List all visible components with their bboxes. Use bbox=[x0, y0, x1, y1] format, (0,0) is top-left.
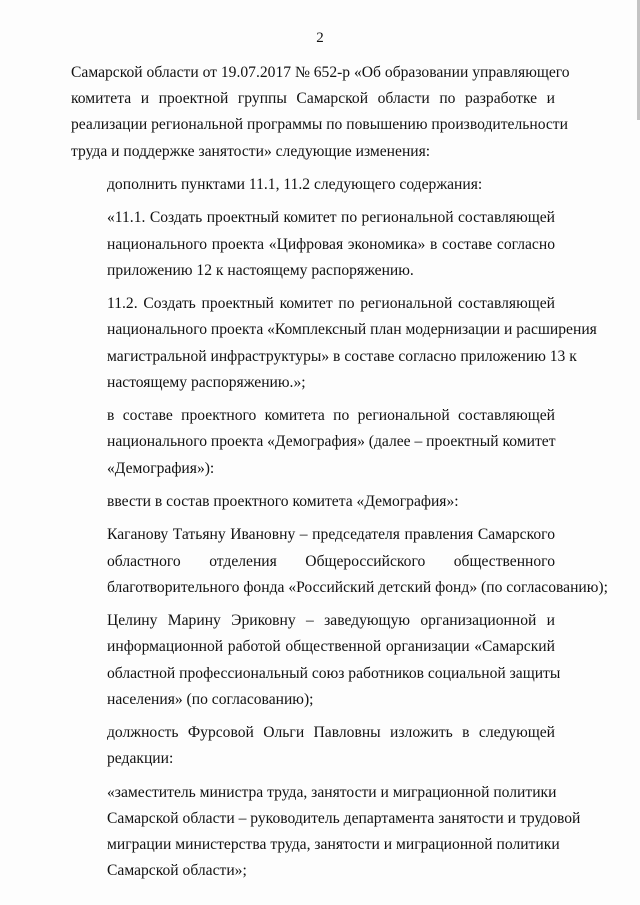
text-line: национального проекта «Комплексный план модернизации и расширения bbox=[107, 321, 597, 339]
text-line: миграции министерства труда, занятости и миграционной политики bbox=[107, 836, 560, 854]
paragraph bbox=[71, 291, 597, 396]
text-line: Каганову Татьяну Ивановну – председателя правления Самарского bbox=[107, 526, 555, 544]
text-line: редакции: bbox=[107, 750, 174, 768]
text-line: приложению 12 к настоящему распоряжению. bbox=[107, 261, 414, 279]
paragraph bbox=[71, 608, 561, 713]
text-line: настоящему распоряжению.»; bbox=[107, 373, 306, 391]
text-line: Самарской области»; bbox=[107, 862, 247, 880]
text-line: населения» (по согласованию); bbox=[107, 690, 314, 708]
text-line: ввести в состав проектного комитета «Демография»: bbox=[107, 492, 459, 510]
paragraph bbox=[71, 60, 570, 165]
text-line: Целину Марину Эриковну – заведующую организационной и bbox=[107, 612, 555, 630]
paragraph bbox=[71, 205, 555, 284]
text-line: в составе проектного комитета по региональной составляющей bbox=[107, 407, 555, 425]
text-line: областного отделения Общероссийского общественного bbox=[107, 552, 555, 570]
text-line: национального проекта «Демография» (далее – проектный комитет bbox=[107, 433, 556, 451]
text-line: благотворительного фонда «Российский детский фонд» (по согласованию); bbox=[107, 578, 608, 596]
page-number: 2 bbox=[316, 30, 324, 46]
paragraph bbox=[71, 403, 555, 482]
text-line: труда и поддержке занятости» следующие изменения: bbox=[71, 142, 431, 160]
text-line: Самарской области от 19.07.2017 № 652-р «Об образовании управляющего bbox=[71, 64, 570, 81]
text-line: «заместитель министра труда, занятости и миграционной политики bbox=[107, 783, 557, 801]
paragraph bbox=[71, 172, 555, 198]
text-line: комитета и проектной группы Самарской области по разработке и bbox=[71, 90, 555, 108]
document-body bbox=[71, 60, 608, 892]
text-line: национального проекта «Цифровая экономика» в составе согласно bbox=[107, 235, 555, 253]
paragraph bbox=[71, 720, 555, 772]
text-line: 11.2. Создать проектный комитет по региональной составляющей bbox=[107, 295, 555, 313]
text-line: реализации региональной программы по повышению производительности bbox=[71, 116, 568, 134]
paragraph bbox=[71, 489, 555, 515]
text-line: магистральной инфраструктуры» в составе согласно приложению 13 к bbox=[107, 347, 577, 365]
text-line: «Демография»): bbox=[107, 459, 215, 477]
text-line: «11.1. Создать проектный комитет по региональной составляющей bbox=[107, 209, 555, 227]
paragraph bbox=[71, 780, 581, 885]
text-line: информационной работой общественной организации «Самарский bbox=[107, 638, 555, 656]
paragraph bbox=[71, 522, 608, 601]
text-line: областной профессиональный союз работников социальной защиты bbox=[107, 664, 561, 682]
text-line: должность Фурсовой Ольги Павловны изложить в следующей bbox=[107, 724, 555, 742]
text-line: Самарской области – руководитель департамента занятости и трудовой bbox=[107, 809, 581, 827]
text-line: дополнить пунктами 11.1, 11.2 следующего содержания: bbox=[107, 176, 483, 193]
